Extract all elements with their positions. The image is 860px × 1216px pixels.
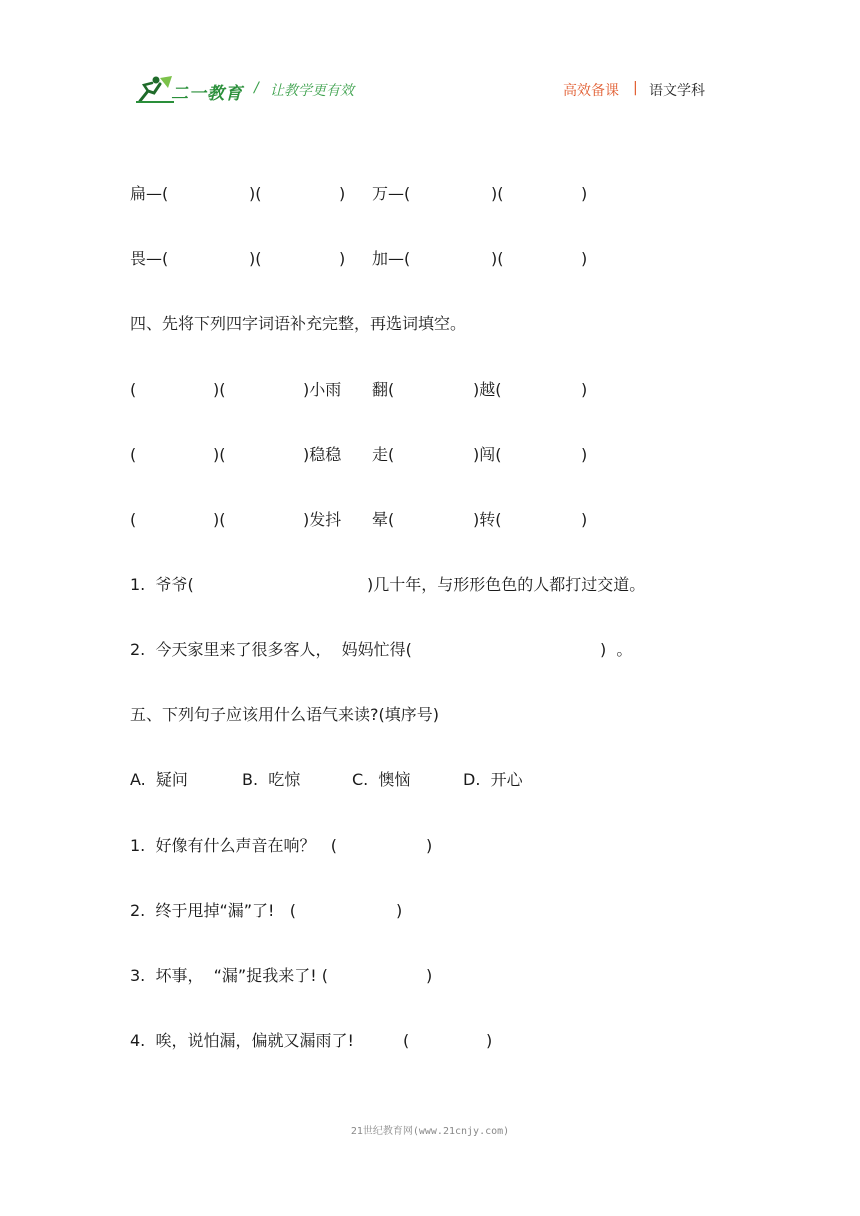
blank-close: ) xyxy=(581,184,588,203)
blank-separator: )( xyxy=(491,249,504,268)
blank-close: ) xyxy=(581,510,588,529)
blank-separator: )( xyxy=(249,249,262,268)
word-prefix-wei: 畏—( xyxy=(130,249,169,268)
sentence-3: 3. 坏事， “漏”捉我来了! ( xyxy=(130,966,328,985)
blank-close: ) xyxy=(426,966,433,985)
idiom-middle: )越( xyxy=(473,380,502,399)
idiom-suffix: )稳稳 xyxy=(303,445,342,464)
blank-close: ) xyxy=(486,1031,493,1050)
page-footer: 21世纪教育网(www.21cnjy.com) xyxy=(350,1126,510,1137)
header-divider: | xyxy=(633,80,638,96)
blank-open: ( xyxy=(403,1031,410,1050)
sentence-2: 2. 终于甩掉“漏”了! ( xyxy=(130,901,296,920)
fill-question-2: 2. 今天家里来了很多客人， 妈妈忙得( xyxy=(130,640,412,659)
logo-text: 二一教育 xyxy=(171,84,243,104)
slogan-separator: / xyxy=(254,80,259,96)
subject-label: 语文学科 xyxy=(649,83,705,99)
option-a: A. 疑问 xyxy=(130,770,188,789)
course-label: 高效备课 xyxy=(563,83,619,99)
blank-close: ) xyxy=(581,249,588,268)
blank-close: ) xyxy=(339,249,346,268)
blank-separator: )( xyxy=(491,184,504,203)
idiom-prefix: 翻( xyxy=(372,380,395,399)
idiom-suffix: )小雨 xyxy=(303,380,342,399)
blank-close: ) xyxy=(426,836,433,855)
blank-close: ) xyxy=(339,184,346,203)
word-prefix-bian: 扁—( xyxy=(130,184,169,203)
idiom-middle: )闯( xyxy=(473,445,502,464)
blank-open: ( xyxy=(130,510,137,529)
fill-question-2-end: ) 。 xyxy=(600,640,633,659)
slogan: 让教学更有效 xyxy=(270,83,354,99)
blank-open: ( xyxy=(130,445,137,464)
section-five-title: 五、下列句子应该用什么语气来读?(填序号) xyxy=(130,705,439,724)
idiom-prefix: 晕( xyxy=(372,510,395,529)
fill-question-1: 1. 爷爷( xyxy=(130,575,194,594)
blank-separator: )( xyxy=(213,445,226,464)
blank-open: ( xyxy=(130,380,137,399)
word-prefix-jia: 加—( xyxy=(372,249,411,268)
option-c: C. 懊恼 xyxy=(352,770,411,789)
page-header xyxy=(0,0,860,120)
blank-separator: )( xyxy=(213,380,226,399)
option-d: D. 开心 xyxy=(463,770,523,789)
sentence-1: 1. 好像有什么声音在响？ ( xyxy=(130,836,337,855)
blank-close: ) xyxy=(581,445,588,464)
word-prefix-wan: 万—( xyxy=(372,184,411,203)
blank-separator: )( xyxy=(213,510,226,529)
idiom-middle: )转( xyxy=(473,510,502,529)
blank-close: ) xyxy=(396,901,403,920)
option-b: B. 吃惊 xyxy=(242,770,301,789)
fill-question-1-end: )几十年，与形形色色的人都打过交道。 xyxy=(367,575,646,594)
sentence-4: 4. 唉，说怕漏，偏就又漏雨了! xyxy=(130,1031,354,1050)
idiom-suffix: )发抖 xyxy=(303,510,342,529)
blank-close: ) xyxy=(581,380,588,399)
idiom-prefix: 走( xyxy=(372,445,395,464)
section-four-title: 四、先将下列四字词语补充完整，再选词填空。 xyxy=(130,314,467,333)
blank-separator: )( xyxy=(249,184,262,203)
